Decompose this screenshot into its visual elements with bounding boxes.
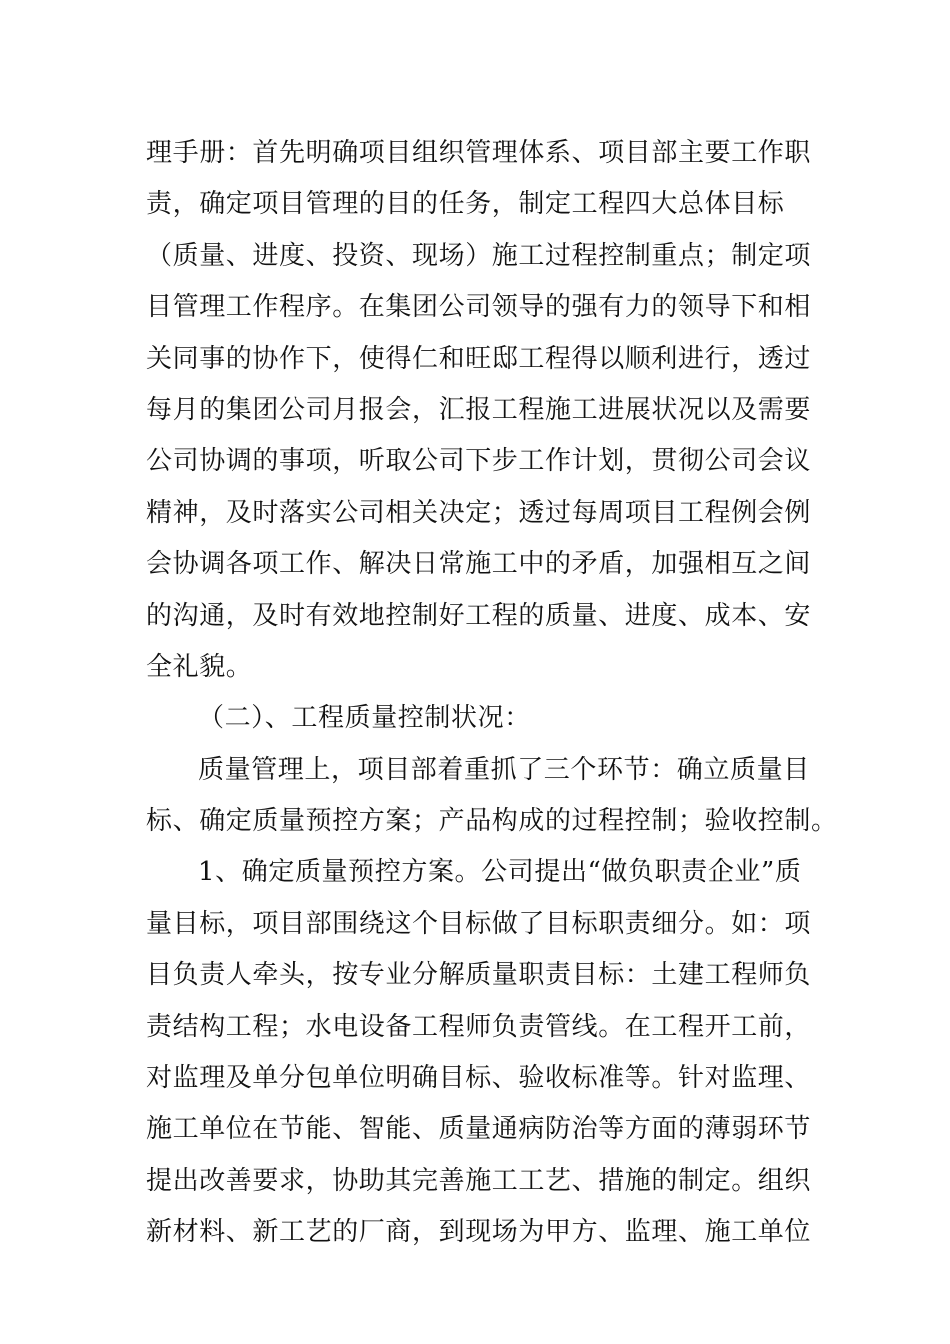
text-line: 会协调各项工作、解决日常施工中的矛盾，加强相互之间	[146, 549, 812, 580]
section-heading: （二）、工程质量控制状况：	[198, 703, 531, 734]
text-line: 标、确定质量预控方案；产品构成的过程控制；验收控制。	[146, 806, 838, 837]
text-line: 目管理工作程序。在集团公司领导的强有力的领导下和相	[146, 292, 812, 323]
text-line: 对监理及单分包单位明确目标、验收标准等。针对监理、	[146, 1063, 812, 1094]
text-line: 全礼貌。	[146, 651, 253, 682]
paragraph-start-line: 质量管理上，项目部着重抓了三个环节：确立质量目	[198, 754, 810, 785]
text-line: 公司协调的事项，听取公司下步工作计划，贯彻公司会议	[146, 446, 812, 477]
text-line: 每月的集团公司月报会，汇报工程施工进展状况以及需要	[146, 394, 812, 425]
body-text	[146, 128, 838, 1259]
text-line: 量目标，项目部围绕这个目标做了目标职责细分。如：项	[146, 908, 812, 939]
text-line: 施工单位在节能、智能、质量通病防治等方面的薄弱环节	[146, 1114, 812, 1145]
text-line: 目负责人牵头，按专业分解质量职责目标：土建工程师负	[146, 960, 812, 991]
text-line: 理手册：首先明确项目组织管理体系、项目部主要工作职	[146, 138, 812, 168]
paragraph-start-line: 1、确定质量预控方案。公司提出“做负职责企业”质	[198, 857, 802, 888]
text-line: 新材料、新工艺的厂商，到现场为甲方、监理、施工单位	[146, 1217, 812, 1248]
text-line: 责，确定项目管理的目的任务，制定工程四大总体目标	[146, 189, 785, 220]
text-line: 的沟通，及时有效地控制好工程的质量、进度、成本、安	[146, 600, 812, 631]
text-line: 关同事的协作下，使得仁和旺邸工程得以顺利进行，透过	[146, 343, 812, 374]
text-line: （质量、进度、投资、现场）施工过程控制重点；制定项	[146, 240, 812, 271]
text-line: 精神，及时落实公司相关决定；透过每周项目工程例会例	[146, 497, 812, 528]
text-line: 提出改善要求，协助其完善施工工艺、措施的制定。组织	[146, 1165, 812, 1196]
text-line: 责结构工程；水电设备工程师负责管线。在工程开工前，	[146, 1011, 812, 1042]
